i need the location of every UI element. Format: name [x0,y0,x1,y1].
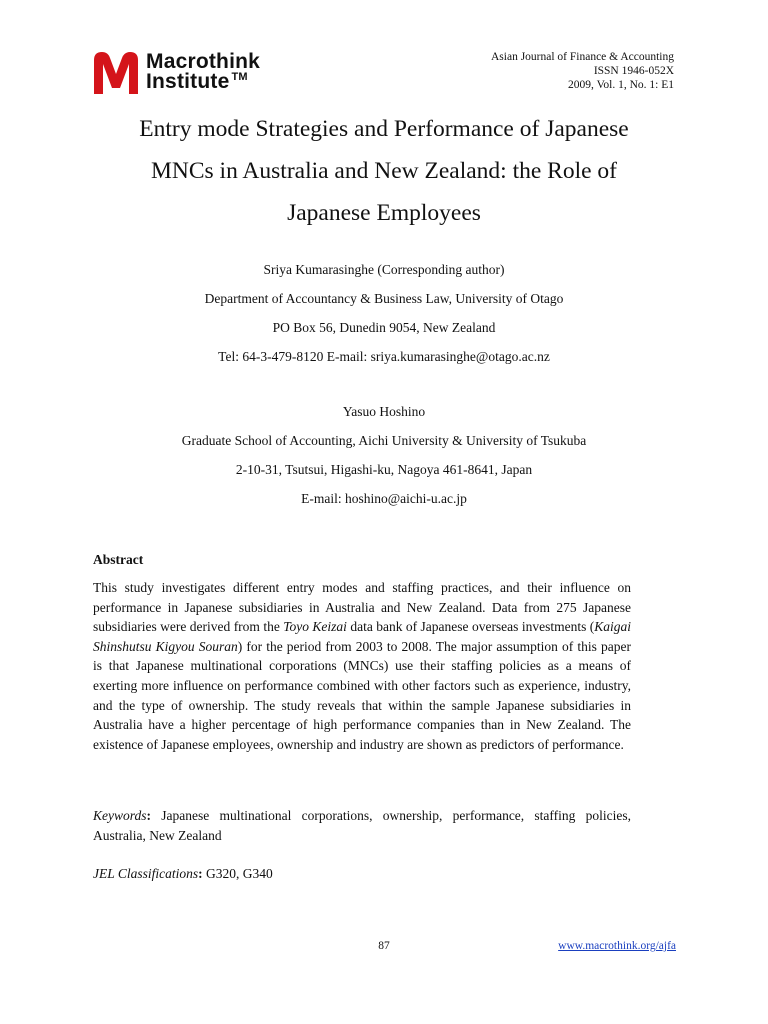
keywords-label: Keywords [93,808,147,823]
trademark-mark: TM [231,71,248,83]
author2-name: Yasuo Hoshino [342,404,426,419]
jel-label: JEL Classifications [93,866,199,881]
author-block-1 [92,255,676,371]
author1-department: Department of Accountancy & Business Law, University of Otago [204,291,564,306]
abstract-italic-2: Kaigai Shinshutsu Kigyou Souran [93,619,632,654]
author2-address: 2-10-31, Tsutsui, Higashi-ku, Nagoya 461-8641, Japan [235,462,533,477]
logo-text-line2-word: Institute [146,70,230,93]
title-line-3: Japanese Employees [287,200,481,226]
journal-header [491,50,674,92]
abstract-part-2: data bank of Japanese overseas investments ( [346,619,595,635]
abstract-part-3: ) for the period from 2003 to 2008. The major assumption of this paper is that Japanese multinational corporations (MNCs) use their staffing policies as a means of exerting more influence on performance combined with other factors such as experience, industry, and the type of ownership. The study reveals that within the sample Japanese subsidiaries in Australia have a higher percentage of high performance companies than in New Zealand. The existence of Japanese employees, ownership and industry are shown as predictors of performance. [93,638,631,752]
logo-text-line1: Macrothink [146,50,261,73]
journal-name: Asian Journal of Finance & Accounting [490,51,674,63]
journal-issue: 2009, Vol. 1, No. 1: E1 [568,79,674,91]
abstract-text [93,578,631,754]
journal-url-link[interactable]: www.macrothink.org/ajfa [558,940,676,952]
abstract-italic-1: Toyo Keizai [283,619,347,635]
publisher-logo [92,46,302,98]
abstract-part-1: This study investigates different entry modes and staffing practices, and their influence on performance in Japanese subsidiaries in Australia and New Zealand. Data from 275 Japanese subsidiaries were derived from the [93,580,631,635]
jel-classifications [93,864,273,884]
author1-contact: Tel: 64-3-479-8120 E-mail: sriya.kumarasinghe@otago.ac.nz [218,349,550,364]
author2-email: E-mail: hoshino@aichi-u.ac.jp [301,491,467,506]
title-line-2: MNCs in Australia and New Zealand: the Role of [151,158,617,184]
jel-text: G320, G340 [202,866,273,881]
author2-department: Graduate School of Accounting, Aichi University & University of Tsukuba [181,433,587,448]
paper-title [92,108,676,234]
author1-address: PO Box 56, Dunedin 9054, New Zealand [272,320,496,335]
jel-colon: : [198,866,203,881]
page-number: 87 [378,940,390,952]
macrothink-logo-icon [92,48,140,96]
journal-issn: ISSN 1946-052X [593,65,674,77]
keywords-text: Japanese multinational corporations, ownership, performance, staffing policies, Australia, New Zealand [93,808,631,843]
keywords [93,806,631,845]
logo-text-line2 [146,70,248,94]
author1-name: Sriya Kumarasinghe (Corresponding author) [263,262,505,277]
keywords-colon: : [146,808,151,823]
title-line-1: Entry mode Strategies and Performance of Japanese [139,116,629,142]
abstract-heading: Abstract [93,552,144,567]
author-block-2 [92,397,676,513]
